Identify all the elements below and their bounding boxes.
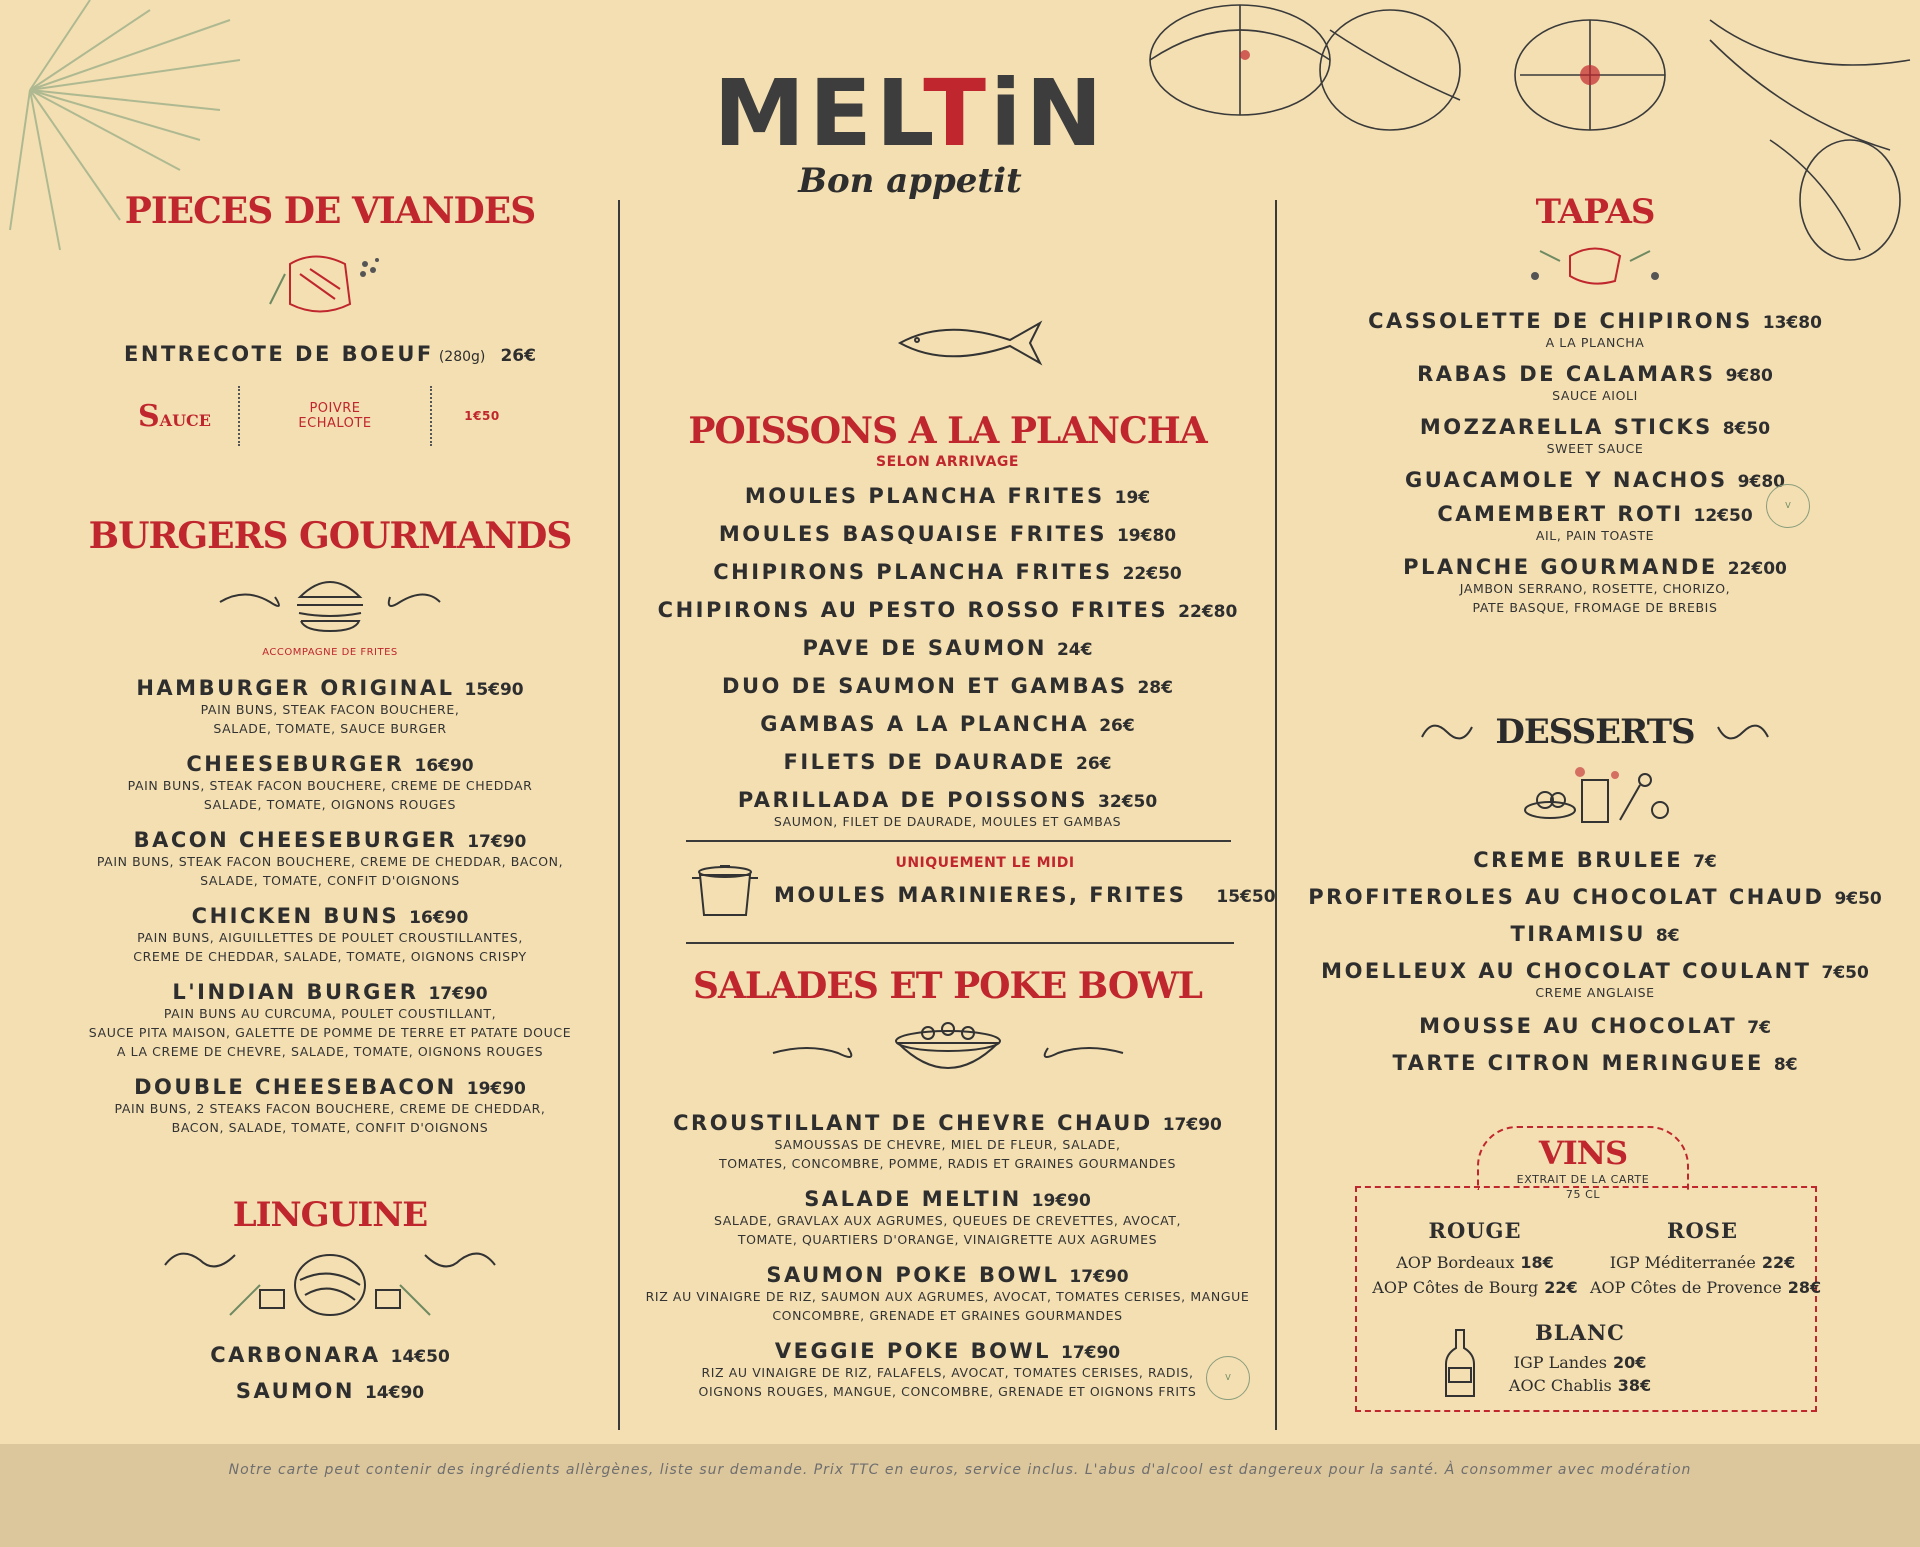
burger-icon	[215, 567, 445, 637]
menu-item: PROFITEROLES AU CHOCOLAT CHAUD 9€50	[1308, 885, 1882, 909]
salades-list	[640, 1111, 1255, 1401]
poissons-subtitle: SELON ARRIVAGE	[876, 454, 1019, 470]
menu-item: GAMBAS A LA PLANCHA 26€	[760, 712, 1135, 736]
viandes-section	[70, 190, 590, 446]
burgers-section	[60, 515, 600, 1151]
vins-header	[1477, 1134, 1689, 1202]
wine-item: IGP Méditerranée 22€	[1609, 1253, 1796, 1272]
menu-item: PARILLADA DE POISSONS 32€50	[737, 788, 1158, 812]
midi-section	[760, 855, 1276, 907]
sauce-price: 1€50	[464, 409, 500, 423]
menu-item: CAMEMBERT ROTI 12€50 AIL, PAIN TOASTE	[1437, 502, 1753, 543]
linguine-list	[110, 1343, 550, 1403]
rose-title: ROSE	[1667, 1218, 1738, 1243]
tapas-list	[1290, 309, 1900, 617]
vins-note: 75 CL	[1565, 1188, 1601, 1201]
menu-item: CHIPIRONS AU PESTO ROSSO FRITES 22€80	[657, 598, 1238, 622]
desserts-icon	[1520, 760, 1670, 830]
item-weight: (280g)	[438, 349, 486, 365]
logo-tagline: Bon appetit	[798, 161, 1022, 201]
menu-item: RABAS DE CALAMARS 9€80 SAUCE AIOLI	[1417, 362, 1773, 403]
menu-item: CHICKEN BUNS 16€90 PAIN BUNS, AIGUILLETTES DE POULET CROUSTILLANTES, CREME DE CHEDDAR, SALADE, TOMATE, OIGNONS CRISPY	[133, 904, 527, 964]
salad-bowl-icon	[768, 1013, 1128, 1093]
wine-item: AOP Côtes de Provence 28€	[1590, 1278, 1822, 1297]
poissons-title: POISSONS A LA PLANCHA	[688, 410, 1207, 452]
sauce-choices: POIVRE ECHALOTE	[298, 401, 372, 431]
salades-section	[640, 965, 1255, 1415]
menu-item: SAUMON 14€90	[235, 1379, 425, 1403]
footer-band	[0, 1444, 1920, 1547]
tapas-icon	[1520, 236, 1670, 291]
menu-item: MOULES PLANCHA FRITES 19€	[744, 484, 1151, 508]
desserts-list	[1290, 848, 1900, 1075]
rouge-title: ROUGE	[1428, 1218, 1522, 1243]
column-divider-right	[1275, 200, 1277, 1430]
pasta-icon	[160, 1235, 500, 1325]
menu-item: CASSOLETTE DE CHIPIRONS 13€80 A LA PLANCHA	[1368, 309, 1822, 350]
meat-icon	[265, 244, 395, 324]
wine-item: AOP Côtes de Bourg 22€	[1372, 1278, 1578, 1297]
menu-item: MOZZARELLA STICKS 8€50 SWEET SAUCE	[1419, 415, 1771, 456]
item-description: CREME ANGLAISE	[1535, 985, 1655, 1000]
burgers-note: ACCOMPAGNE DE FRITES	[262, 647, 398, 658]
menu-item: MOUSSE AU CHOCOLAT 7€	[1419, 1014, 1771, 1038]
vins-title: VINS	[1538, 1134, 1628, 1172]
vegan-badge: V	[1206, 1356, 1250, 1400]
item-name: ENTRECOTE DE BOEUF	[124, 342, 434, 366]
menu-item: DUO DE SAUMON ET GAMBAS 28€	[722, 674, 1173, 698]
swirl-icon	[1713, 712, 1773, 752]
menu-item: MOULES BASQUAISE FRITES 19€80	[718, 522, 1177, 546]
menu-item: HAMBURGER ORIGINAL 15€90 PAIN BUNS, STEAK FACON BOUCHERE, SALADE, TOMATE, SAUCE BURGER	[136, 676, 524, 736]
linguine-title: LINGUINE	[232, 1195, 428, 1235]
menu-item: FILETS DE DAURADE 26€	[783, 750, 1112, 774]
menu-item: SAUMON POKE BOWL 17€90 RIZ AU VINAIGRE DE RIZ, SAUMON AUX AGRUMES, AVOCAT, TOMATES CERISES, MANGUE CONCOMBRE, GRENADE ET GRAINES GOURMANDES	[645, 1263, 1250, 1323]
tapas-title: TAPAS	[1535, 192, 1655, 232]
menu-item: DOUBLE CHEESEBACON 19€90 PAIN BUNS, 2 STEAKS FACON BOUCHERE, CREME DE CHEDDAR, BACON, SALADE, TOMATE, CONFIT D'OIGNONS	[114, 1075, 546, 1135]
rouge-section	[1365, 1218, 1585, 1297]
wine-item: IGP Landes 20€	[1513, 1353, 1647, 1372]
menu-item: CHIPIRONS PLANCHA FRITES 22€50	[713, 560, 1182, 584]
menu-item: PLANCHE GOURMANDE 22€00 JAMBON SERRANO, ROSETTE, CHORIZO, PATE BASQUE, FROMAGE DE BREBIS	[1403, 555, 1787, 615]
tapas-section	[1290, 192, 1900, 631]
footer-disclaimer: Notre carte peut contenir des ingrédients allèrgènes, liste sur demande. Prix TTC en euros, service inclus. L'abus d'alcool est dangereux pour la santé. À consommer avec modération	[228, 1462, 1692, 1478]
swirl-icon	[1417, 712, 1477, 752]
blanc-title: BLANC	[1535, 1320, 1625, 1345]
brand-logo	[710, 60, 1110, 201]
wine-item: AOP Bordeaux 18€	[1396, 1253, 1554, 1272]
menu-item: VEGGIE POKE BOWL 17€90 RIZ AU VINAIGRE DE RIZ, FALAFELS, AVOCAT, TOMATES CERISES, RADIS, OIGNONS ROUGES, MANGUE, CONCOMBRE, GRENADE ET OIGNONS FRITS	[698, 1339, 1197, 1399]
desserts-section	[1290, 712, 1900, 1075]
salades-title: SALADES ET POKE BOWL	[692, 965, 1202, 1007]
fish-icon	[895, 318, 1045, 368]
menu-item: CARBONARA 14€50	[210, 1343, 450, 1367]
menu-item: TARTE CITRON MERINGUEE 8€	[1392, 1051, 1798, 1075]
menu-item: GUACAMOLE Y NACHOS 9€80	[1405, 468, 1785, 492]
menu-item: MOELLEUX AU CHOCOLAT COULANT 7€50	[1321, 959, 1869, 983]
menu-item: MOULES MARINIERES, FRITES 15€50	[774, 883, 1276, 907]
vins-note: EXTRAIT DE LA CARTE	[1516, 1173, 1650, 1186]
sauce-label: SAUCE	[138, 398, 211, 434]
menu-item: SALADE MELTIN 19€90 SALADE, GRAVLAX AUX AGRUMES, QUEUES DE CREVETTES, AVOCAT, TOMATE, QUARTIERS D'ORANGE, VINAIGRETTE AUX AGRUMES	[713, 1187, 1182, 1247]
rose-section	[1590, 1218, 1822, 1297]
entrecote-row	[70, 342, 590, 366]
menu-item: L'INDIAN BURGER 17€90 PAIN BUNS AU CURCUMA, POULET COUSTILLANT, SAUCE PITA MAISON, GALETTE DE POMME DE TERRE ET PATATE DOUCE A LA CREME DE CHEVRE, SALADE, TOMATE, OIGNONS ROUGES	[88, 980, 572, 1059]
menu-item: CHEESEBURGER 16€90 PAIN BUNS, STEAK FACON BOUCHERE, CREME DE CHEDDAR SALADE, TOMATE, OIGNONS ROUGES	[127, 752, 533, 812]
sauce-row	[70, 386, 590, 446]
menu-item: CREME BRULEE 7€	[1473, 848, 1717, 872]
desserts-title: DESSERTS	[1495, 712, 1695, 752]
midi-label: UNIQUEMENT LE MIDI	[895, 855, 1075, 871]
pot-icon	[690, 860, 760, 920]
menu-item: TIRAMISU 8€	[1510, 922, 1680, 946]
poissons-section	[640, 410, 1255, 831]
menu-item: PAVE DE SAUMON 24€	[802, 636, 1093, 660]
logo-wordmark: MELTiN	[713, 60, 1107, 167]
vegan-badge: V	[1766, 484, 1810, 528]
column-divider-left	[618, 200, 620, 1430]
menu-item: BACON CHEESEBURGER 17€90 PAIN BUNS, STEAK FACON BOUCHERE, CREME DE CHEDDAR, BACON, SALADE, TOMATE, CONFIT D'OIGNONS	[96, 828, 564, 888]
burgers-title: BURGERS GOURMANDS	[88, 515, 572, 557]
blanc-section	[1480, 1320, 1680, 1395]
menu-item: CROUSTILLANT DE CHEVRE CHAUD 17€90 SAMOUSSAS DE CHEVRE, MIEL DE FLEUR, SALADE, TOMATES, CONCOMBRE, POMME, RADIS ET GRAINES GOURMANDES	[673, 1111, 1222, 1171]
poissons-list	[640, 484, 1255, 831]
midi-rule-bottom	[686, 942, 1234, 944]
burgers-list	[60, 676, 600, 1137]
midi-rule-top	[686, 840, 1231, 842]
linguine-section	[110, 1195, 550, 1403]
item-price: 26€	[500, 346, 536, 366]
wine-item: AOC Chablis 38€	[1508, 1376, 1652, 1395]
viandes-title: PIECES DE VIANDES	[124, 190, 536, 232]
desserts-header	[1290, 712, 1900, 752]
item-description: SAUMON, FILET DE DAURADE, MOULES ET GAMBAS	[773, 814, 1122, 829]
